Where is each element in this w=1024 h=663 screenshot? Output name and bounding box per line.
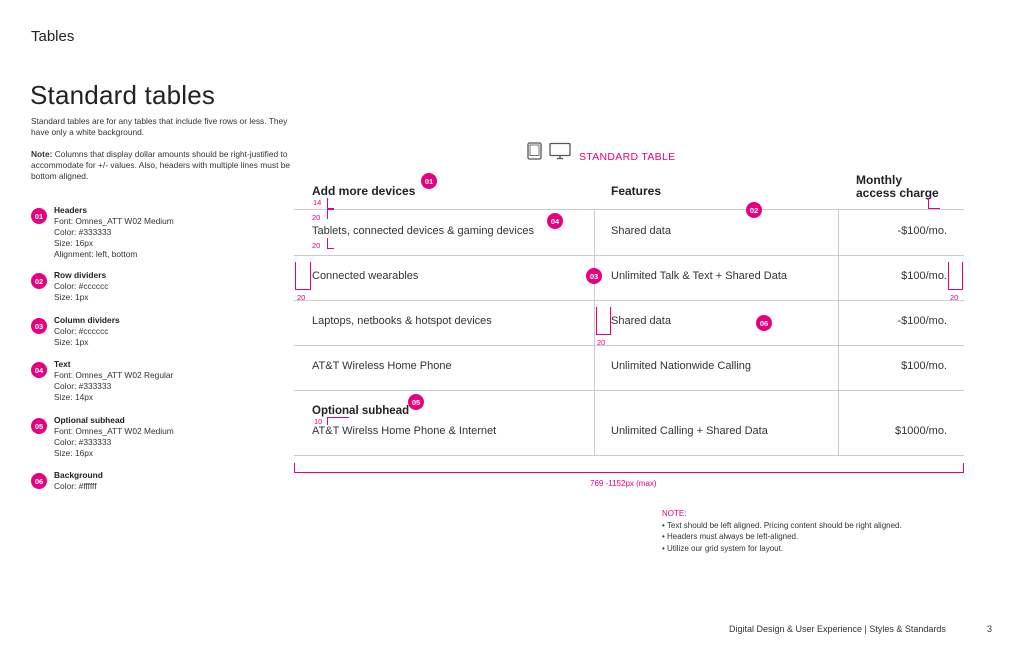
device-icons-svg <box>527 142 572 160</box>
header-line: Monthly <box>856 173 902 187</box>
legend-title: Background <box>54 470 103 480</box>
callout-06: 06 <box>756 315 772 331</box>
device-icons <box>527 142 572 160</box>
intro-text <box>31 116 291 193</box>
callout-01: 01 <box>421 173 437 189</box>
row-divider <box>294 300 964 301</box>
legend-line: Color: #cccccc <box>54 326 109 336</box>
legend-title: Optional subhead <box>54 415 125 425</box>
legend-line: Font: Omnes_ATT W02 Medium <box>54 426 174 436</box>
row-divider <box>294 390 964 391</box>
standard-table-label: STANDARD TABLE <box>579 151 676 163</box>
measure-bracket <box>327 209 334 219</box>
desktop-icon <box>550 144 570 159</box>
notes <box>662 508 992 554</box>
example-table <box>294 170 964 456</box>
tablet-icon <box>528 143 541 159</box>
table-cell: Tablets, connected devices & gaming devices <box>312 225 534 237</box>
table-cell: Shared data <box>611 315 671 327</box>
legend-text <box>54 470 103 492</box>
callout-05: 05 <box>408 394 424 410</box>
header-monthly-access-charge <box>856 174 939 200</box>
legend-line: Size: 14px <box>54 392 94 402</box>
legend-line: Color: #333333 <box>54 437 112 447</box>
callout-badge: 04 <box>31 362 47 378</box>
measure-label: 14 <box>313 198 322 207</box>
table-cell: Laptops, netbooks & hotspot devices <box>312 315 492 327</box>
legend-title: Column dividers <box>54 315 120 325</box>
note-text: Columns that display dollar amounts should be right-justified to accommodate for +/- values. Also, headers with multiple lines must be bottom aligned. <box>31 149 291 181</box>
intro-paragraph: Standard tables are for any tables that include five rows or less. They have only a white background. <box>31 116 288 137</box>
notes-item: • Headers must always be left-aligned. <box>662 531 992 543</box>
measure-label: 10 <box>314 417 323 426</box>
intro-note <box>31 149 291 182</box>
table-cell: AT&T Wirelss Home Phone & Internet <box>312 425 497 437</box>
row-divider <box>294 255 964 256</box>
notes-item: • Utilize our grid system for layout. <box>662 543 992 555</box>
measure-label: 20 <box>297 293 306 302</box>
optional-subhead: Optional subhead <box>312 405 410 417</box>
measure-bracket <box>948 262 963 290</box>
measure-label: 20 <box>950 293 959 302</box>
legend-text <box>54 205 174 260</box>
legend-title: Headers <box>54 205 88 215</box>
measure-bracket <box>327 238 334 249</box>
measure-bracket <box>327 417 349 425</box>
footer-text: Digital Design & User Experience | Styles & Standards <box>729 624 946 634</box>
section-label: Tables <box>31 28 75 45</box>
callout-badge: 03 <box>31 318 47 334</box>
callout-02: 02 <box>746 202 762 218</box>
width-note: 769 -1152px (max) <box>590 479 657 488</box>
legend-line: Size: 16px <box>54 448 94 458</box>
callout-03: 03 <box>586 268 602 284</box>
measure-bracket <box>327 198 334 209</box>
table-cell: Unlimited Calling + Shared Data <box>611 425 768 437</box>
table-cell: Connected wearables <box>312 270 419 282</box>
callout-badge: 02 <box>31 273 47 289</box>
page-number: 3 <box>987 624 993 634</box>
table-cell-price: $1000/mo. <box>895 425 947 437</box>
measure-bracket <box>295 262 311 290</box>
legend-text <box>54 415 174 459</box>
notes-list <box>662 520 992 555</box>
table-cell-price: -$100/mo. <box>897 315 947 327</box>
column-divider <box>838 209 839 455</box>
notes-label: NOTE: <box>662 509 687 518</box>
callout-badge: 05 <box>31 418 47 434</box>
row-divider <box>294 345 964 346</box>
header-line: access charge <box>856 186 939 200</box>
measure-bracket <box>928 198 940 209</box>
legend-line: Size: 16px <box>54 238 94 248</box>
table-cell: AT&T Wireless Home Phone <box>312 360 452 372</box>
legend-line: Color: #cccccc <box>54 281 109 291</box>
table-cell: Unlimited Nationwide Calling <box>611 360 752 372</box>
callout-badge: 06 <box>31 473 47 489</box>
legend-text <box>54 315 120 348</box>
legend-title: Text <box>54 359 71 369</box>
row-divider <box>294 455 964 456</box>
header-add-more-devices: Add more devices <box>312 184 416 198</box>
legend-line: Color: #333333 <box>54 381 112 391</box>
measure-label: 20 <box>312 213 321 222</box>
row-divider <box>294 209 964 210</box>
table-cell-price: $100/mo. <box>901 270 947 282</box>
column-divider <box>594 209 595 455</box>
table-cell-price: $100/mo. <box>901 360 947 372</box>
table-cell-price: -$100/mo. <box>897 225 947 237</box>
width-bracket <box>294 463 964 473</box>
legend-line: Size: 1px <box>54 292 89 302</box>
table-cell: Unlimited Talk & Text + Shared Data <box>611 270 787 282</box>
legend-text <box>54 270 108 303</box>
callout-badge: 01 <box>31 208 47 224</box>
legend-line: Font: Omnes_ATT W02 Regular <box>54 370 174 380</box>
measure-label: 20 <box>597 338 606 347</box>
page-title: Standard tables <box>30 80 216 110</box>
callout-04: 04 <box>547 213 563 229</box>
measure-label: 20 <box>312 241 321 250</box>
legend-line: Color: #333333 <box>54 227 112 237</box>
legend-line: Alignment: left, bottom <box>54 249 138 259</box>
legend-line: Font: Omnes_ATT W02 Medium <box>54 216 174 226</box>
legend-title: Row dividers <box>54 270 107 280</box>
header-features: Features <box>611 184 662 198</box>
notes-item: • Text should be left aligned. Pricing content should be right aligned. <box>662 520 992 532</box>
measure-bracket <box>596 307 611 335</box>
note-label: Note: <box>31 149 53 159</box>
legend-line: Color: #ffffff <box>54 481 97 491</box>
legend-line: Size: 1px <box>54 337 89 347</box>
legend-text <box>54 359 173 403</box>
table-cell: Shared data <box>611 225 671 237</box>
